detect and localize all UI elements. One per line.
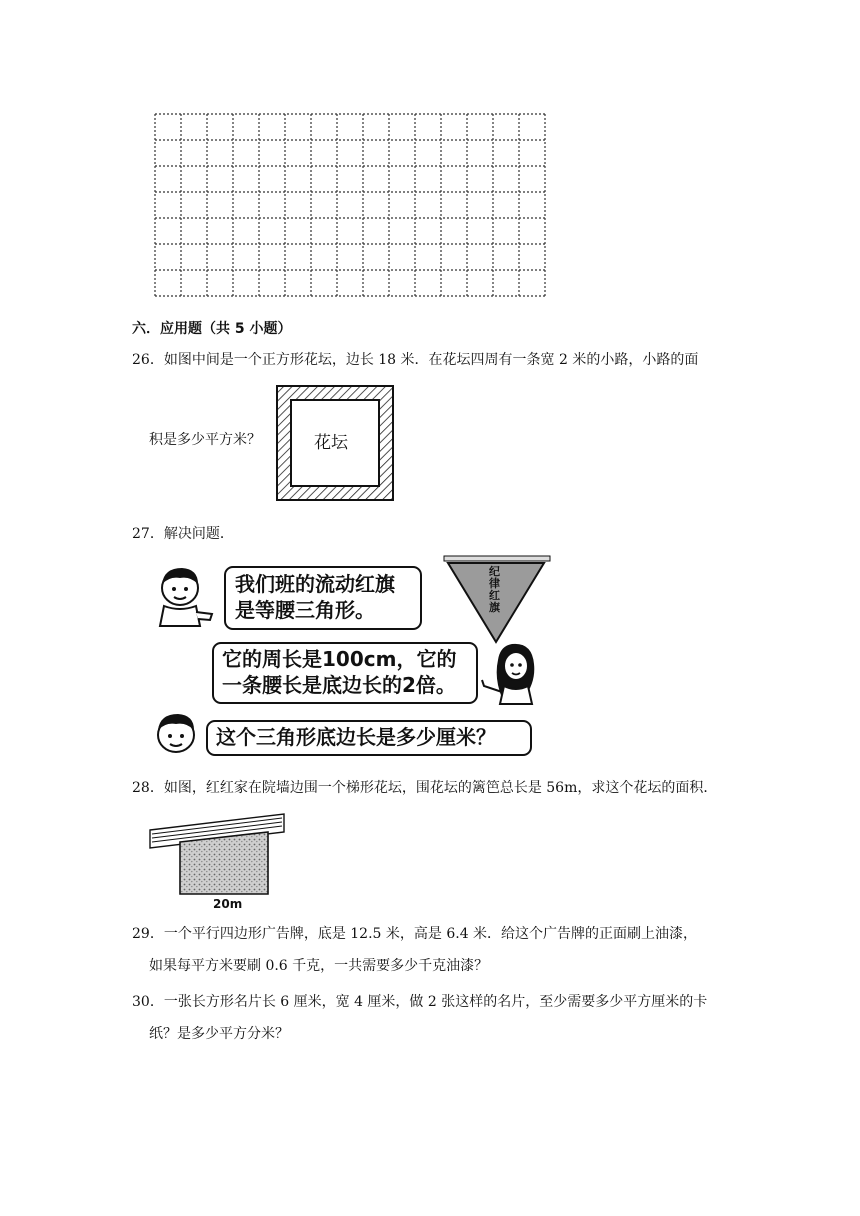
speech-bubble-1 xyxy=(224,566,422,630)
q30-text-line2: 纸？是多少平方分米？ xyxy=(149,1026,289,1042)
q26-text-line1: 26．如图中间是一个正方形花坛，边长 18 米．在花坛四周有一条宽 2 米的小路，小路的面 xyxy=(132,352,699,368)
flag-text: 纪律红旗 xyxy=(489,565,500,614)
bubble1-line2: 是等腰三角形。 xyxy=(235,598,375,622)
boy-avatar-small-icon xyxy=(148,708,208,758)
q28-text-line1: 28．如图，红红家在院墙边围一个梯形花坛，围花坛的篱笆总长是 56m，求这个花坛的面积． xyxy=(132,780,718,796)
bubble2-line2: 一条腰长是底边长的2倍。 xyxy=(222,673,456,697)
q29-text-line1: 29．一个平行四边形广告牌，底是 12.5 米，高是 6.4 米．给这个广告牌的正面刷上油漆， xyxy=(132,926,698,942)
bubble1-line1: 我们班的流动红旗 xyxy=(235,572,395,596)
q27-text-line1: 27．解决问题． xyxy=(132,526,234,542)
q29-text-line2: 如果每平方米要刷 0.6 千克，一共需要多少千克油漆？ xyxy=(149,958,489,974)
boy-avatar-icon xyxy=(150,562,220,628)
q26-text-line2: 积是多少平方米？ xyxy=(149,432,261,448)
section-title: 六．应用题（共 5 小题） xyxy=(132,321,292,337)
speech-bubble-2 xyxy=(212,642,478,704)
trapezoid-bottom-label: 20m xyxy=(213,897,243,911)
dotted-grid xyxy=(150,108,552,300)
flowerbed-square-figure xyxy=(276,385,394,501)
flowerbed-label: 花坛 xyxy=(314,433,348,453)
bubble2-line1: 它的周长是100cm，它的 xyxy=(222,647,457,671)
bubble3-text: 这个三角形底边长是多少厘米？ xyxy=(216,725,496,749)
girl-avatar-icon xyxy=(474,638,554,706)
q30-text-line1: 30．一张长方形名片长 6 厘米，宽 4 厘米，做 2 张这样的名片，至少需要多少平方厘米的卡 xyxy=(132,994,708,1010)
speech-bubble-3 xyxy=(206,720,532,756)
